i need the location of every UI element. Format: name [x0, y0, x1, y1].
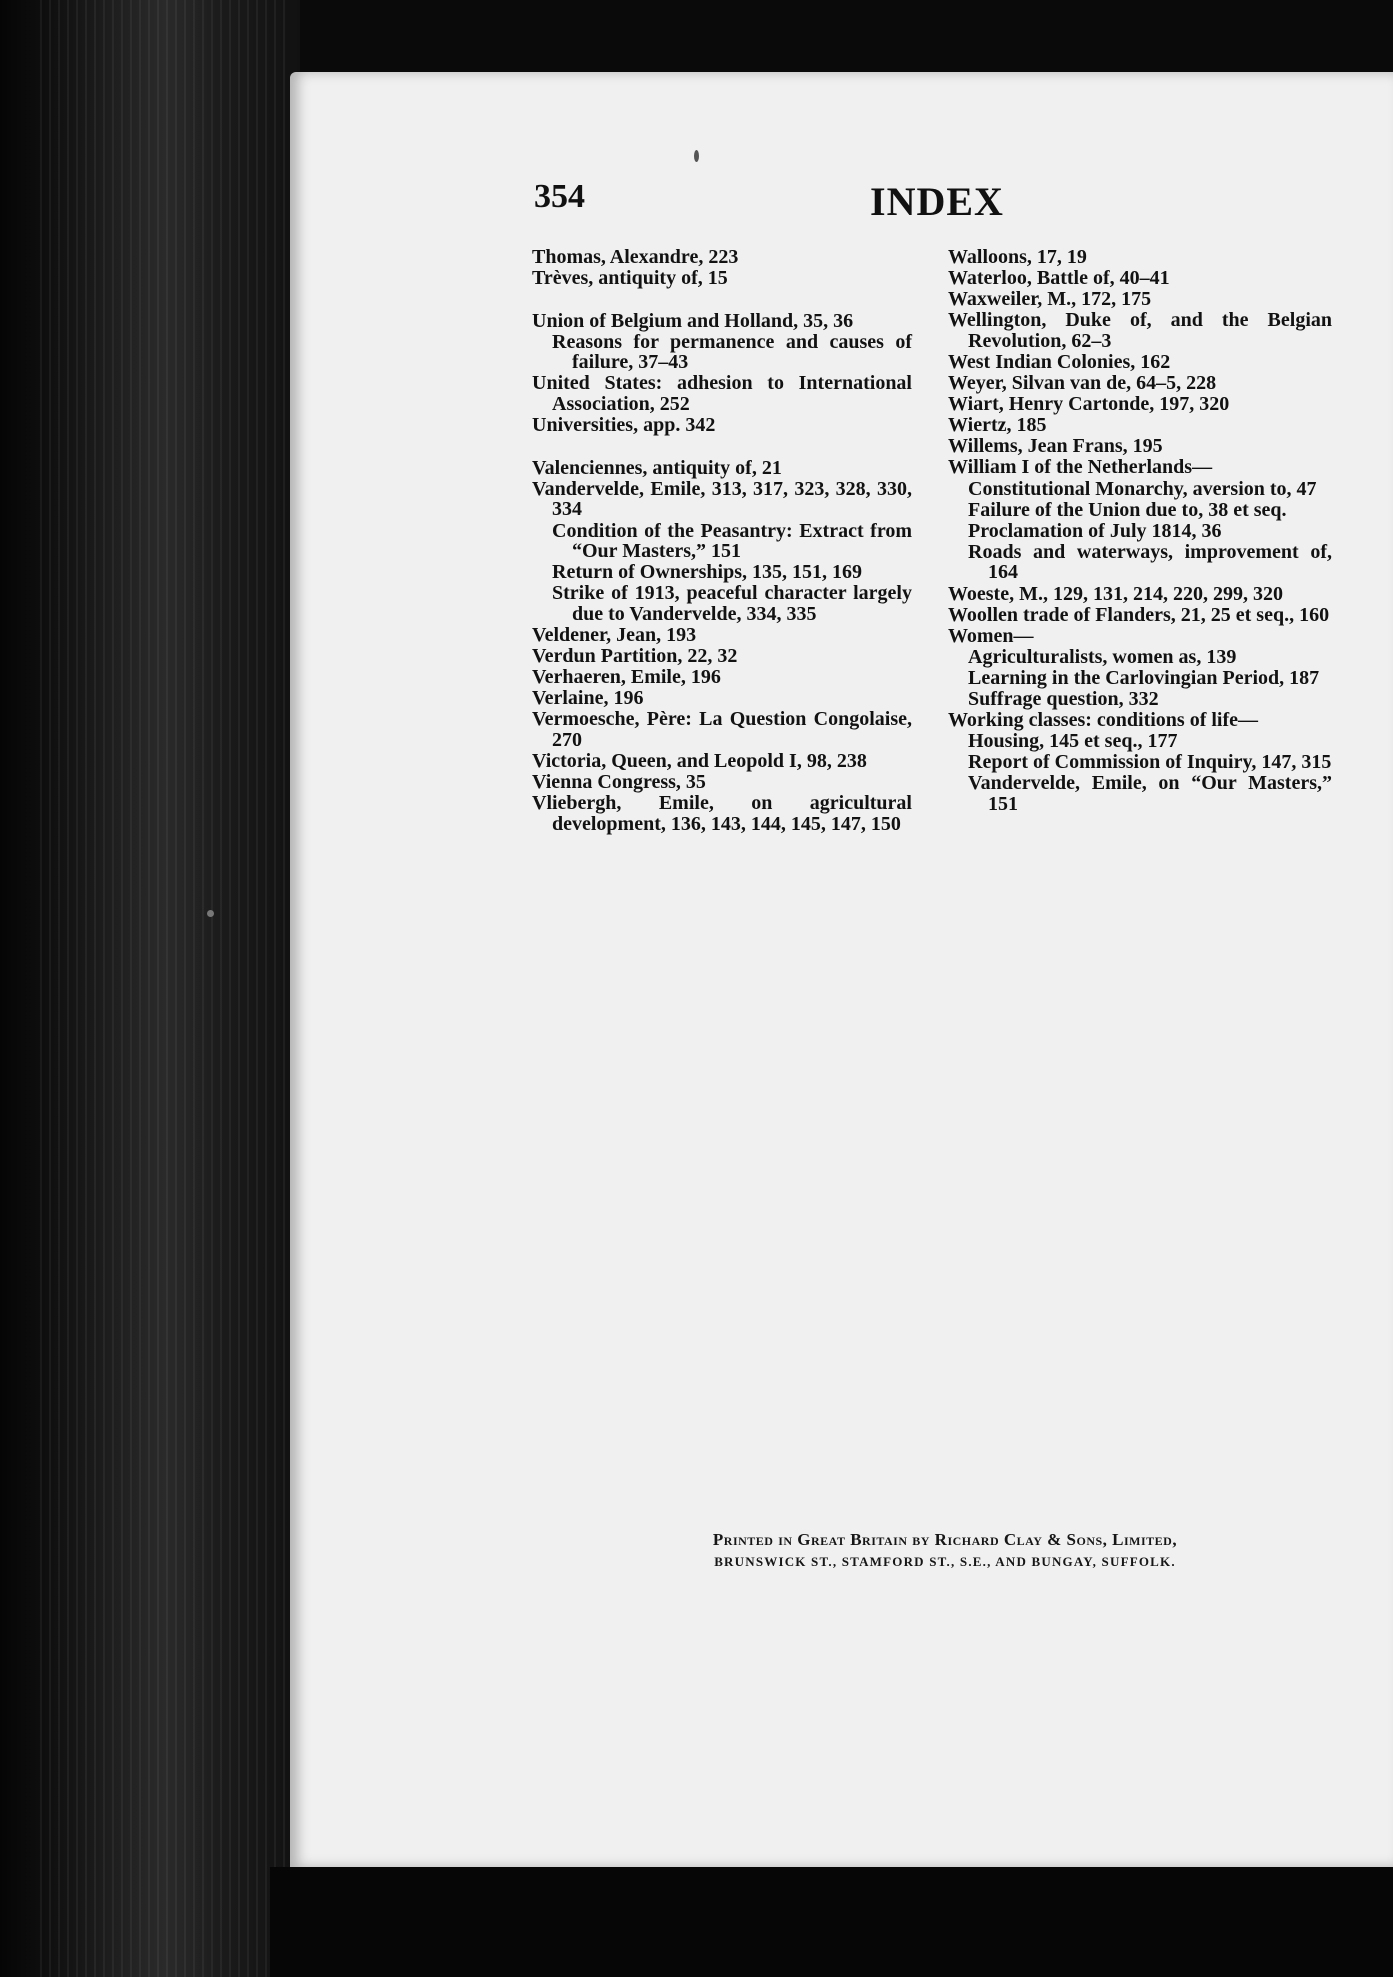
index-entry: Victoria, Queen, and Leopold I, 98, 238	[532, 750, 867, 773]
binding-texture	[40, 0, 290, 1977]
index-entry: Thomas, Alexandre, 223	[532, 246, 739, 268]
index-subentry: Failure of the Union due to, 38 et seq.	[968, 498, 1287, 521]
index-entry: Wellington, Duke of, and the Belgian Revolution, 62–3	[948, 309, 1332, 352]
index-entry: Waxweiler, M., 172, 175	[948, 288, 1152, 311]
index-subentry: Agriculturalists, women as, 139	[968, 645, 1237, 668]
index-entry: Wiart, Henry Cartonde, 197, 320	[948, 393, 1230, 416]
index-entry: Working classes: conditions of life—	[948, 709, 1259, 732]
index-subentry: Housing, 145 et seq., 177	[968, 730, 1178, 753]
scan-bottom-edge	[270, 1867, 1393, 1977]
index-entry: Vermoesche, Père: La Question Congolaise, 270	[532, 708, 912, 751]
index-entry: Waterloo, Battle of, 40–41	[948, 267, 1170, 290]
index-entry: West Indian Colonies, 162	[948, 350, 1171, 373]
index-entry: Weyer, Silvan van de, 64–5, 228	[948, 372, 1217, 395]
index-entry: Valenciennes, antiquity of, 21	[532, 456, 782, 479]
index-entry: Willems, Jean Frans, 195	[948, 435, 1163, 458]
imprint-line: Printed in Great Britain by Richard Clay & Sons, Limited,	[712, 1530, 1178, 1549]
index-subentry: Return of Ownerships, 135, 151, 169	[552, 561, 863, 584]
index-subentry: Strike of 1913, peaceful character largely due to Vandervelde, 334, 335	[552, 582, 912, 625]
index-entry: Women—	[948, 624, 1034, 647]
index-subentry: Suffrage question, 332	[968, 687, 1159, 710]
index-entry: Verhaeren, Emile, 196	[532, 666, 721, 689]
index-entry: Trèves, antiquity of, 15	[532, 267, 728, 290]
index-entry: Vandervelde, Emile, 313, 317, 323, 328, 330, 334	[532, 477, 912, 521]
index-entry: Walloons, 17, 19	[948, 246, 1087, 268]
index-subentry: Proclamation of July 1814, 36	[968, 519, 1222, 542]
index-subentry: Roads and waterways, improvement of, 164	[968, 540, 1332, 584]
dust-speck	[207, 910, 214, 917]
index-subentry: Learning in the Carlovingian Period, 187	[968, 666, 1320, 689]
printer-imprint	[645, 1530, 1245, 1570]
imprint-line: BRUNSWICK ST., STAMFORD ST., S.E., AND BUNGAY, SUFFOLK.	[714, 1554, 1176, 1569]
index-subentry: Reasons for permanence and causes of failure, 37–43	[552, 330, 912, 374]
dust-speck	[694, 150, 699, 162]
index-entry: Verdun Partition, 22, 32	[532, 645, 738, 668]
index-subentry: Constitutional Monarchy, aversion to, 47	[968, 477, 1317, 500]
index-subentry: Vandervelde, Emile, on “Our Masters,” 151	[968, 772, 1332, 815]
index-column-right	[948, 247, 1332, 815]
index-entry: Veldener, Jean, 193	[532, 624, 697, 646]
index-subentry: Report of Commission of Inquiry, 147, 315	[968, 751, 1332, 774]
index-entry: Verlaine, 196	[532, 687, 644, 710]
index-entry: Woollen trade of Flanders, 21, 25 et seq., 160	[948, 603, 1330, 626]
index-entry: United States: adhesion to International Association, 252	[532, 372, 912, 416]
index-entry: Union of Belgium and Holland, 35, 36	[532, 309, 854, 332]
index-entry: William I of the Netherlands—	[948, 456, 1213, 479]
index-entry: Universities, app. 342	[532, 414, 716, 437]
index-column-left	[532, 247, 912, 835]
index-subentry: Condition of the Peasantry: Extract from “Our Masters,” 151	[552, 519, 912, 563]
index-entry: Woeste, M., 129, 131, 214, 220, 299, 320	[948, 582, 1283, 605]
index-entry: Wiertz, 185	[948, 414, 1047, 437]
index-entry: Vienna Congress, 35	[532, 771, 706, 794]
page-number: 354	[534, 178, 585, 215]
running-head: INDEX	[870, 179, 1004, 224]
index-entry: Vliebergh, Emile, on agricultural development, 136, 143, 144, 145, 147, 150	[532, 792, 912, 835]
